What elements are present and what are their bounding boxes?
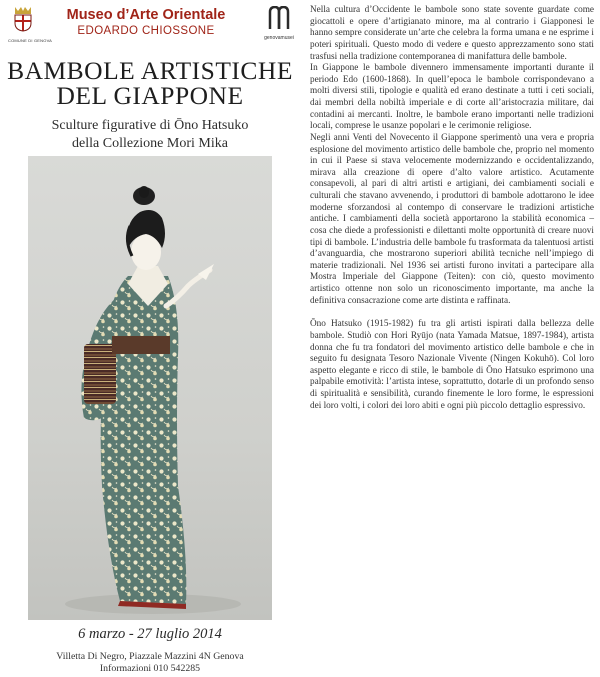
venue-phone: Informazioni 010 542285 (99, 662, 201, 674)
museum-logo (57, 7, 235, 39)
doll-figure-image (28, 156, 272, 620)
paragraph-edo: In Giappone le bambole divennero immensamente importanti durante il periodo Edo (1600-1868). In quell’epoca le bambole corrispondevano a molti diversi stili, tipologie e qualità ed erano destinate a tutti i ceti sociali, dai membri della nobiltà imperiale e di corte all’aristocrazia militare, dai contadini ai mercanti. Inoltre, le bambole erano importanti nelle tradizioni locali, comprese le usanze popolari e le cerimonie religiose. (310, 63, 594, 132)
body-text (310, 5, 594, 412)
exhibition-dates: 6 marzo - 27 luglio 2014 (78, 626, 222, 642)
paragraph-intro: Nella cultura d’Occidente le bambole sono state sovente guardate come giocattoli e opere d’artigianato minore, ma al contrario i Giapponesi le hanno sempre considerate un’arte che celebra la forma umana e ne esprime i poteri spirituali. Questo modo di vedere e questo apprezzamento sono stati trasfusi nella tradizione contemporanea di manifattura delle bambole. (310, 5, 594, 62)
genovamusei-logo (262, 6, 296, 41)
subtitle-line-1: Sculture figurative di Ōno Hatsuko (51, 118, 249, 133)
genovamusei-caption: genovamusei (264, 35, 294, 41)
title-line-2: DEL GIAPPONE (56, 81, 244, 110)
paragraph-ono-hatsuko: Ōno Hatsuko (1915-1982) fu tra gli artisti ispirati dalla bellezza delle bambole. Studiò con Hori Ryūjo (nata Yamada Matsue, 1897-1984), artista donna che fu tra fondatori del movimento artistico delle bambole e che in seguito fu designata Tesoro Nazionale Vivente (Ningen Kokuhō). Col loro aspetto elegante e ricco di stile, le bambole di Ōno Hatsuko esprimono una palpabile emotività: l’artista intese, soprattutto, dotarle di un profondo senso di spiritualità e sensibilità, curando finemente le loro forme, le espressioni dei loro volti, i colori dei loro abiti e ogni più piccolo dettaglio espressivo. (310, 319, 594, 411)
exhibition-subtitle (0, 117, 300, 153)
museum-name: Museo d’Arte Orientale (66, 7, 226, 23)
genovamusei-icon (268, 6, 290, 30)
logo-bar (0, 4, 300, 44)
crest-caption: COMUNE DI GENOVA (8, 38, 53, 43)
exhibition-title (0, 58, 300, 108)
museum-subtitle: EDOARDO CHIOSSONE (77, 25, 215, 37)
venue-address: Villetta Di Negro, Piazzale Mazzini 4N Genova (56, 651, 244, 662)
city-crest-logo (8, 6, 53, 43)
crest-icon (11, 6, 35, 32)
paragraph-novecento: Negli anni Venti del Novecento il Giappone sperimentò una vera e propria esplosione del movimento artistico delle bambole che, proprio nel momento in cui il Paese si stava velocemente modernizzando e occidentalizzando, mirava alla creazione di opere d’alto valore artistico. Acutamente consapevoli, al pari di altri artisti e artigiani, dei cambiamenti sociali e culturali che stavano avvenendo, i produttori di bambole adottarono le idee moderne sforzandosi al contempo di conservare le tradizioni artistiche antiche. I cambiamenti della società apportarono la stabilità economica – cosa che diede a professionisti e dilettanti molte opportunità di creare nuovi tipi di bambole. L’industria delle bambole fu trasformata da talentuosi artisti d’avanguardia, che mostrarono superiori abilità tecniche nell’impiego di materie tradizionali. Nel 1936 sei artisti furono invitati a partecipare alla Mostra Imperiale del Giappone (Teiten): con ciò, questo movimento artistico ottenne non solo un riconoscimento importante, ma anche la definitiva consacrazione come arte distinta e raffinata. (310, 132, 594, 306)
venue-info (0, 651, 300, 674)
doll-photo (28, 156, 272, 620)
subtitle-line-2: della Collezione Mori Mika (72, 136, 228, 151)
title-line-1: BAMBOLE ARTISTICHE (7, 56, 293, 85)
